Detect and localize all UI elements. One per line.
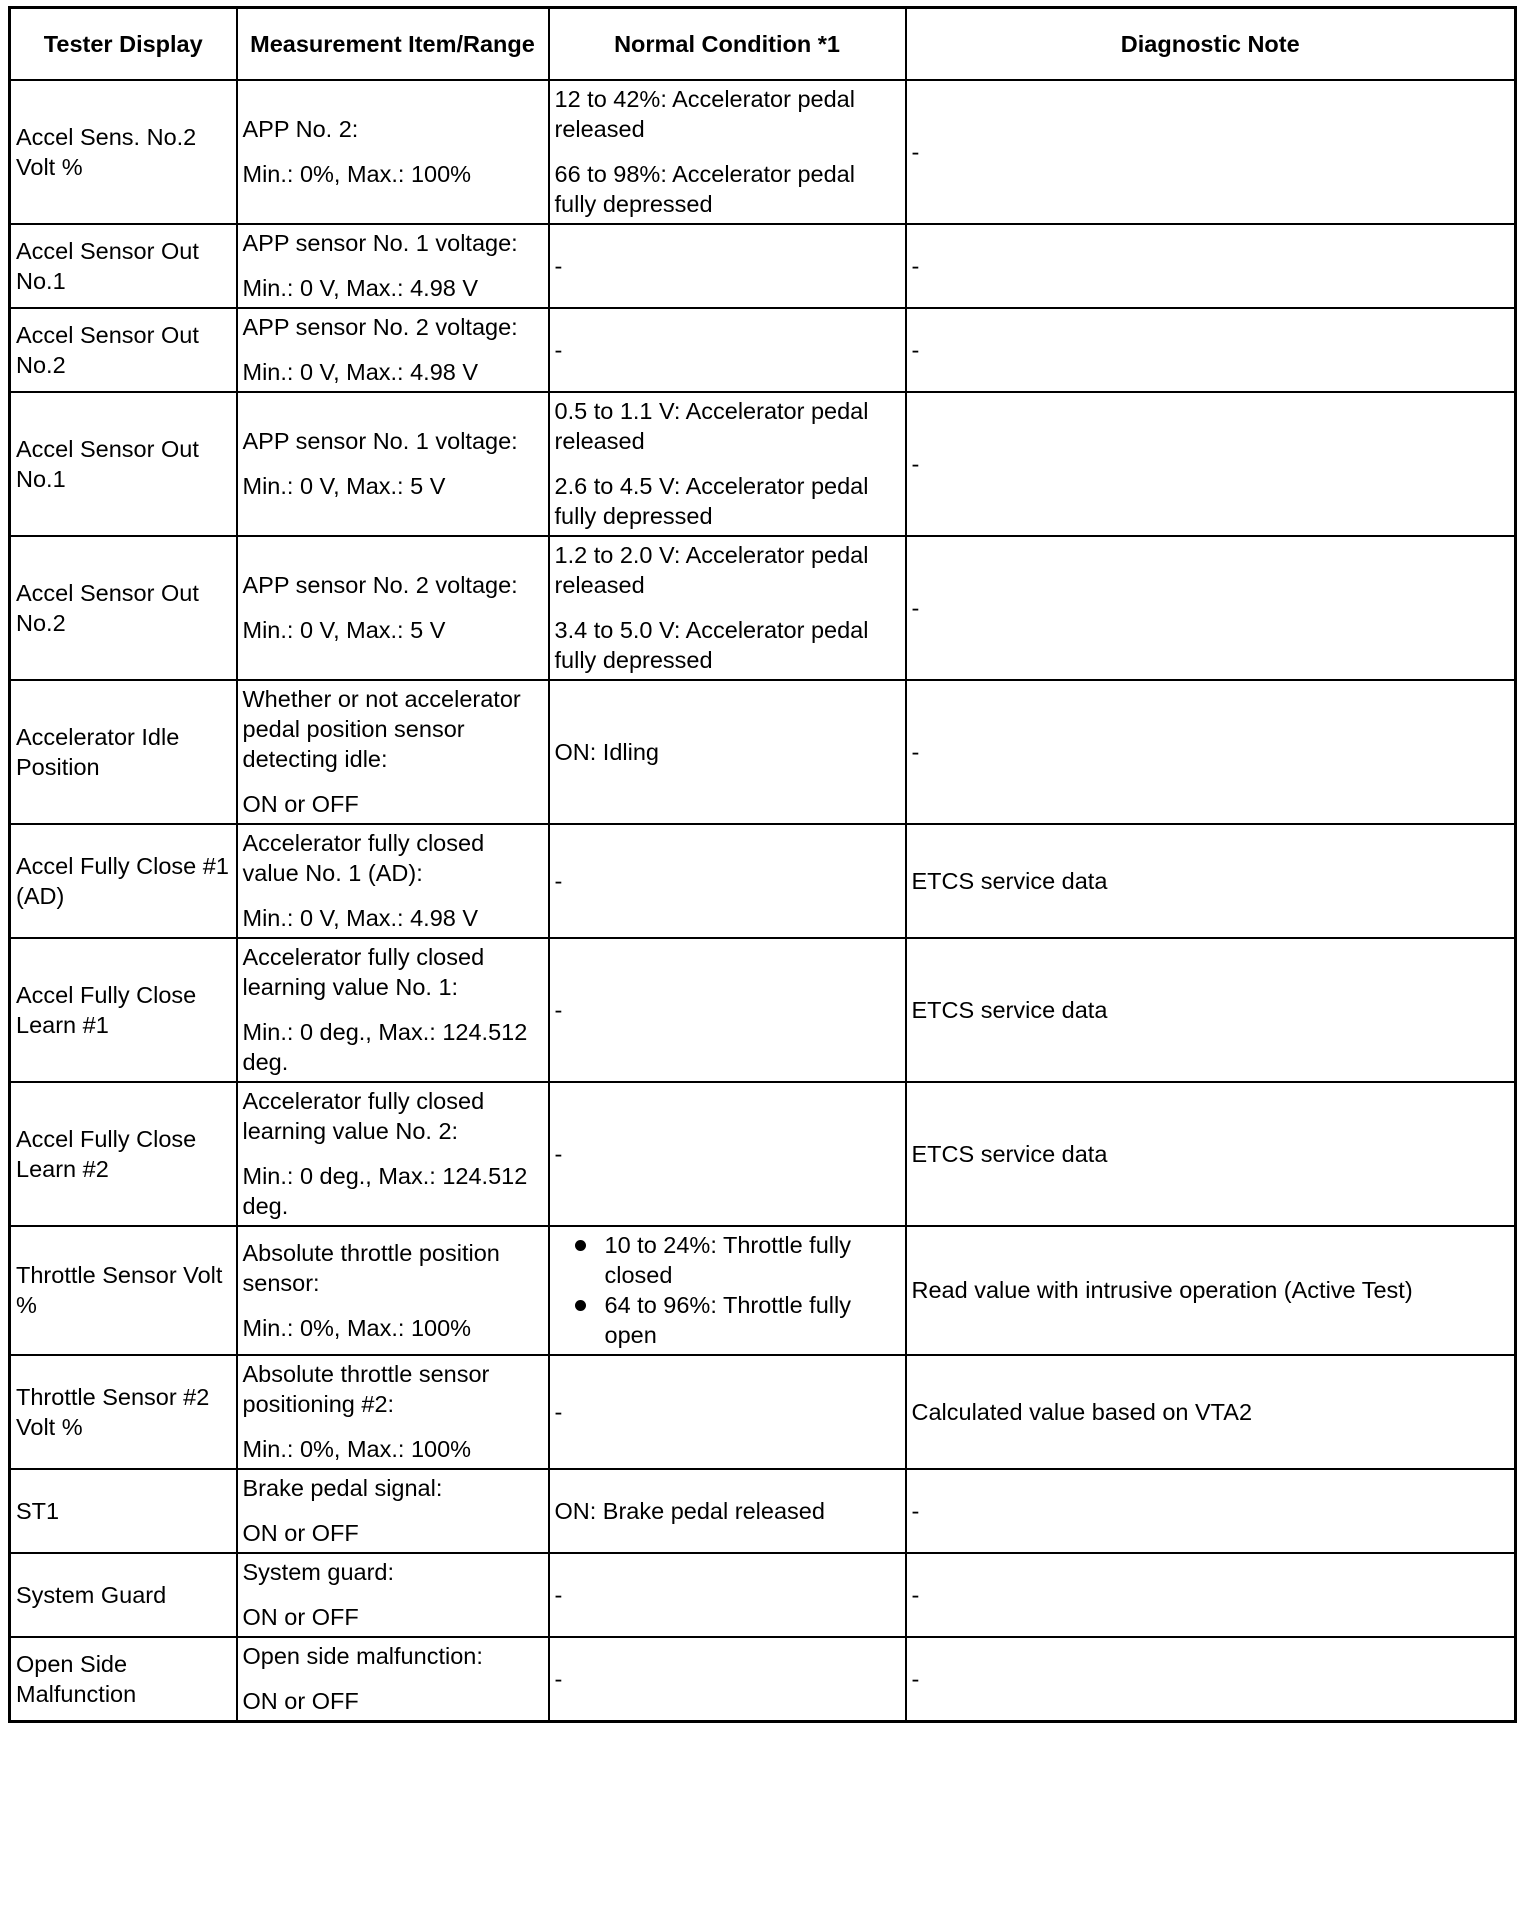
cell-tester-display: Accel Fully Close Learn #1 <box>10 938 237 1082</box>
normal-condition-line: - <box>554 336 563 363</box>
normal-condition-line: ON: Idling <box>554 738 659 765</box>
cell-measurement-item <box>237 1082 549 1226</box>
measurement-line: APP No. 2: <box>242 116 359 142</box>
cell-measurement-item <box>237 224 549 308</box>
cell-tester-display: Accel Fully Close Learn #2 <box>10 1082 237 1226</box>
table-header-row <box>10 8 1516 81</box>
measurement-line: Brake pedal signal: <box>242 1475 443 1501</box>
table-row <box>10 224 1516 308</box>
cell-normal-condition <box>549 308 906 392</box>
cell-measurement-item <box>237 1637 549 1722</box>
cell-measurement-item <box>237 824 549 938</box>
normal-condition-line: - <box>554 1665 563 1692</box>
table-row <box>10 680 1516 824</box>
cell-normal-condition <box>549 1226 906 1355</box>
measurement-line: Min.: 0 V, Max.: 5 V <box>242 473 446 499</box>
table-body <box>10 80 1516 1722</box>
measurement-line: ON or OFF <box>242 1688 359 1714</box>
cell-diagnostic-note: ETCS service data <box>906 824 1516 938</box>
cell-normal-condition <box>549 1469 906 1553</box>
measurement-line: ON or OFF <box>242 791 359 817</box>
cell-measurement-item <box>237 1226 549 1355</box>
measurement-line: Min.: 0 deg., Max.: 124.512 deg. <box>242 1163 528 1219</box>
measurement-line: Min.: 0%, Max.: 100% <box>242 1314 472 1341</box>
table-row <box>10 80 1516 224</box>
measurement-line: Min.: 0 V, Max.: 4.98 V <box>242 275 479 301</box>
table-row <box>10 1226 1516 1355</box>
header-diagnostic-note: Diagnostic Note <box>906 8 1516 81</box>
normal-condition-line: 1.2 to 2.0 V: Accelerator pedal released <box>554 542 869 598</box>
cell-diagnostic-note: - <box>906 308 1516 392</box>
cell-measurement-item <box>237 680 549 824</box>
cell-tester-display: Open Side Malfunction <box>10 1637 237 1722</box>
cell-tester-display: Accel Fully Close #1 (AD) <box>10 824 237 938</box>
cell-tester-display: Accel Sensor Out No.2 <box>10 536 237 680</box>
cell-diagnostic-note: - <box>906 1553 1516 1637</box>
cell-measurement-item <box>237 1553 549 1637</box>
cell-normal-condition <box>549 536 906 680</box>
cell-normal-condition <box>549 80 906 224</box>
measurement-line: Min.: 0 V, Max.: 5 V <box>242 617 446 643</box>
cell-tester-display: Accelerator Idle Position <box>10 680 237 824</box>
measurement-line: Min.: 0 deg., Max.: 124.512 deg. <box>242 1019 528 1075</box>
normal-condition-line: 12 to 42%: Accelerator pedal released <box>554 86 855 142</box>
measurement-line: Open side malfunction: <box>242 1643 483 1669</box>
measurement-line: APP sensor No. 2 voltage: <box>242 314 518 340</box>
cell-measurement-item <box>237 938 549 1082</box>
cell-tester-display: ST1 <box>10 1469 237 1553</box>
measurement-line: APP sensor No. 2 voltage: <box>242 572 518 598</box>
measurement-line: Whether or not accelerator pedal position sensor detecting idle: <box>242 686 521 772</box>
cell-normal-condition <box>549 392 906 536</box>
cell-measurement-item <box>237 1355 549 1469</box>
normal-condition-line: - <box>554 1398 563 1425</box>
cell-tester-display: Accel Sensor Out No.2 <box>10 308 237 392</box>
cell-measurement-item <box>237 80 549 224</box>
measurement-line: ON or OFF <box>242 1520 359 1546</box>
cell-diagnostic-note: - <box>906 224 1516 308</box>
measurement-line: ON or OFF <box>242 1604 359 1630</box>
normal-condition-line: - <box>554 867 563 894</box>
header-measurement-item: Measurement Item/Range <box>237 8 549 81</box>
cell-tester-display: Accel Sensor Out No.1 <box>10 224 237 308</box>
data-list-table <box>8 6 1517 1723</box>
cell-diagnostic-note: - <box>906 1469 1516 1553</box>
cell-normal-condition <box>549 824 906 938</box>
cell-normal-condition <box>549 680 906 824</box>
measurement-line: Accelerator fully closed learning value No. 1: <box>242 944 485 1000</box>
normal-condition-line: 3.4 to 5.0 V: Accelerator pedal fully depressed <box>554 617 869 673</box>
cell-diagnostic-note: - <box>906 1637 1516 1722</box>
cell-measurement-item <box>237 308 549 392</box>
measurement-line: Accelerator fully closed learning value No. 2: <box>242 1088 485 1144</box>
cell-normal-condition <box>549 1082 906 1226</box>
table-row <box>10 1469 1516 1553</box>
measurement-line: Min.: 0%, Max.: 100% <box>242 1436 472 1462</box>
document-page <box>8 6 1514 1723</box>
measurement-line: APP sensor No. 1 voltage: <box>242 428 518 454</box>
table-row <box>10 392 1516 536</box>
header-normal-condition: Normal Condition *1 <box>549 8 906 81</box>
cell-diagnostic-note: ETCS service data <box>906 1082 1516 1226</box>
cell-tester-display: Throttle Sensor #2 Volt % <box>10 1355 237 1469</box>
cell-measurement-item <box>237 392 549 536</box>
table-row <box>10 308 1516 392</box>
cell-normal-condition <box>549 938 906 1082</box>
cell-tester-display: Throttle Sensor Volt % <box>10 1226 237 1355</box>
cell-normal-condition <box>549 1637 906 1722</box>
table-row <box>10 1082 1516 1226</box>
cell-measurement-item <box>237 536 549 680</box>
measurement-line: Absolute throttle sensor positioning #2: <box>242 1361 490 1417</box>
table-row <box>10 1355 1516 1469</box>
normal-condition-line: - <box>554 1581 563 1608</box>
table-row <box>10 1553 1516 1637</box>
measurement-line: Min.: 0 V, Max.: 4.98 V <box>242 905 479 931</box>
cell-diagnostic-note: - <box>906 536 1516 680</box>
measurement-line: APP sensor No. 1 voltage: <box>242 230 518 256</box>
normal-condition-list <box>555 1230 900 1350</box>
cell-tester-display: System Guard <box>10 1553 237 1637</box>
list-item: 10 to 24%: Throttle fully closed <box>571 1230 900 1290</box>
measurement-line: Min.: 0%, Max.: 100% <box>242 161 472 187</box>
cell-measurement-item <box>237 1469 549 1553</box>
cell-diagnostic-note: Read value with intrusive operation (Active Test) <box>906 1226 1516 1355</box>
normal-condition-line: - <box>554 252 563 279</box>
measurement-line: Absolute throttle position sensor: <box>242 1239 500 1296</box>
normal-condition-line: ON: Brake pedal released <box>554 1497 825 1524</box>
normal-condition-line: - <box>554 1140 563 1167</box>
normal-condition-line: - <box>554 996 563 1023</box>
cell-tester-display: Accel Sensor Out No.1 <box>10 392 237 536</box>
table-row <box>10 536 1516 680</box>
measurement-line: Min.: 0 V, Max.: 4.98 V <box>242 359 479 385</box>
measurement-line: Accelerator fully closed value No. 1 (AD): <box>242 830 485 886</box>
cell-normal-condition <box>549 224 906 308</box>
cell-diagnostic-note: - <box>906 392 1516 536</box>
table-row <box>10 938 1516 1082</box>
cell-normal-condition <box>549 1355 906 1469</box>
cell-diagnostic-note: Calculated value based on VTA2 <box>906 1355 1516 1469</box>
measurement-line: System guard: <box>242 1559 395 1585</box>
normal-condition-line: 0.5 to 1.1 V: Accelerator pedal released <box>554 398 869 454</box>
table-row <box>10 824 1516 938</box>
cell-diagnostic-note: ETCS service data <box>906 938 1516 1082</box>
header-tester-display: Tester Display <box>10 8 237 81</box>
list-item: 64 to 96%: Throttle fully open <box>571 1290 900 1350</box>
table-row <box>10 1637 1516 1722</box>
normal-condition-line: 66 to 98%: Accelerator pedal fully depressed <box>554 161 855 217</box>
cell-diagnostic-note: - <box>906 80 1516 224</box>
normal-condition-line: 2.6 to 4.5 V: Accelerator pedal fully depressed <box>554 473 869 529</box>
cell-normal-condition <box>549 1553 906 1637</box>
cell-diagnostic-note: - <box>906 680 1516 824</box>
cell-tester-display: Accel Sens. No.2 Volt % <box>10 80 237 224</box>
